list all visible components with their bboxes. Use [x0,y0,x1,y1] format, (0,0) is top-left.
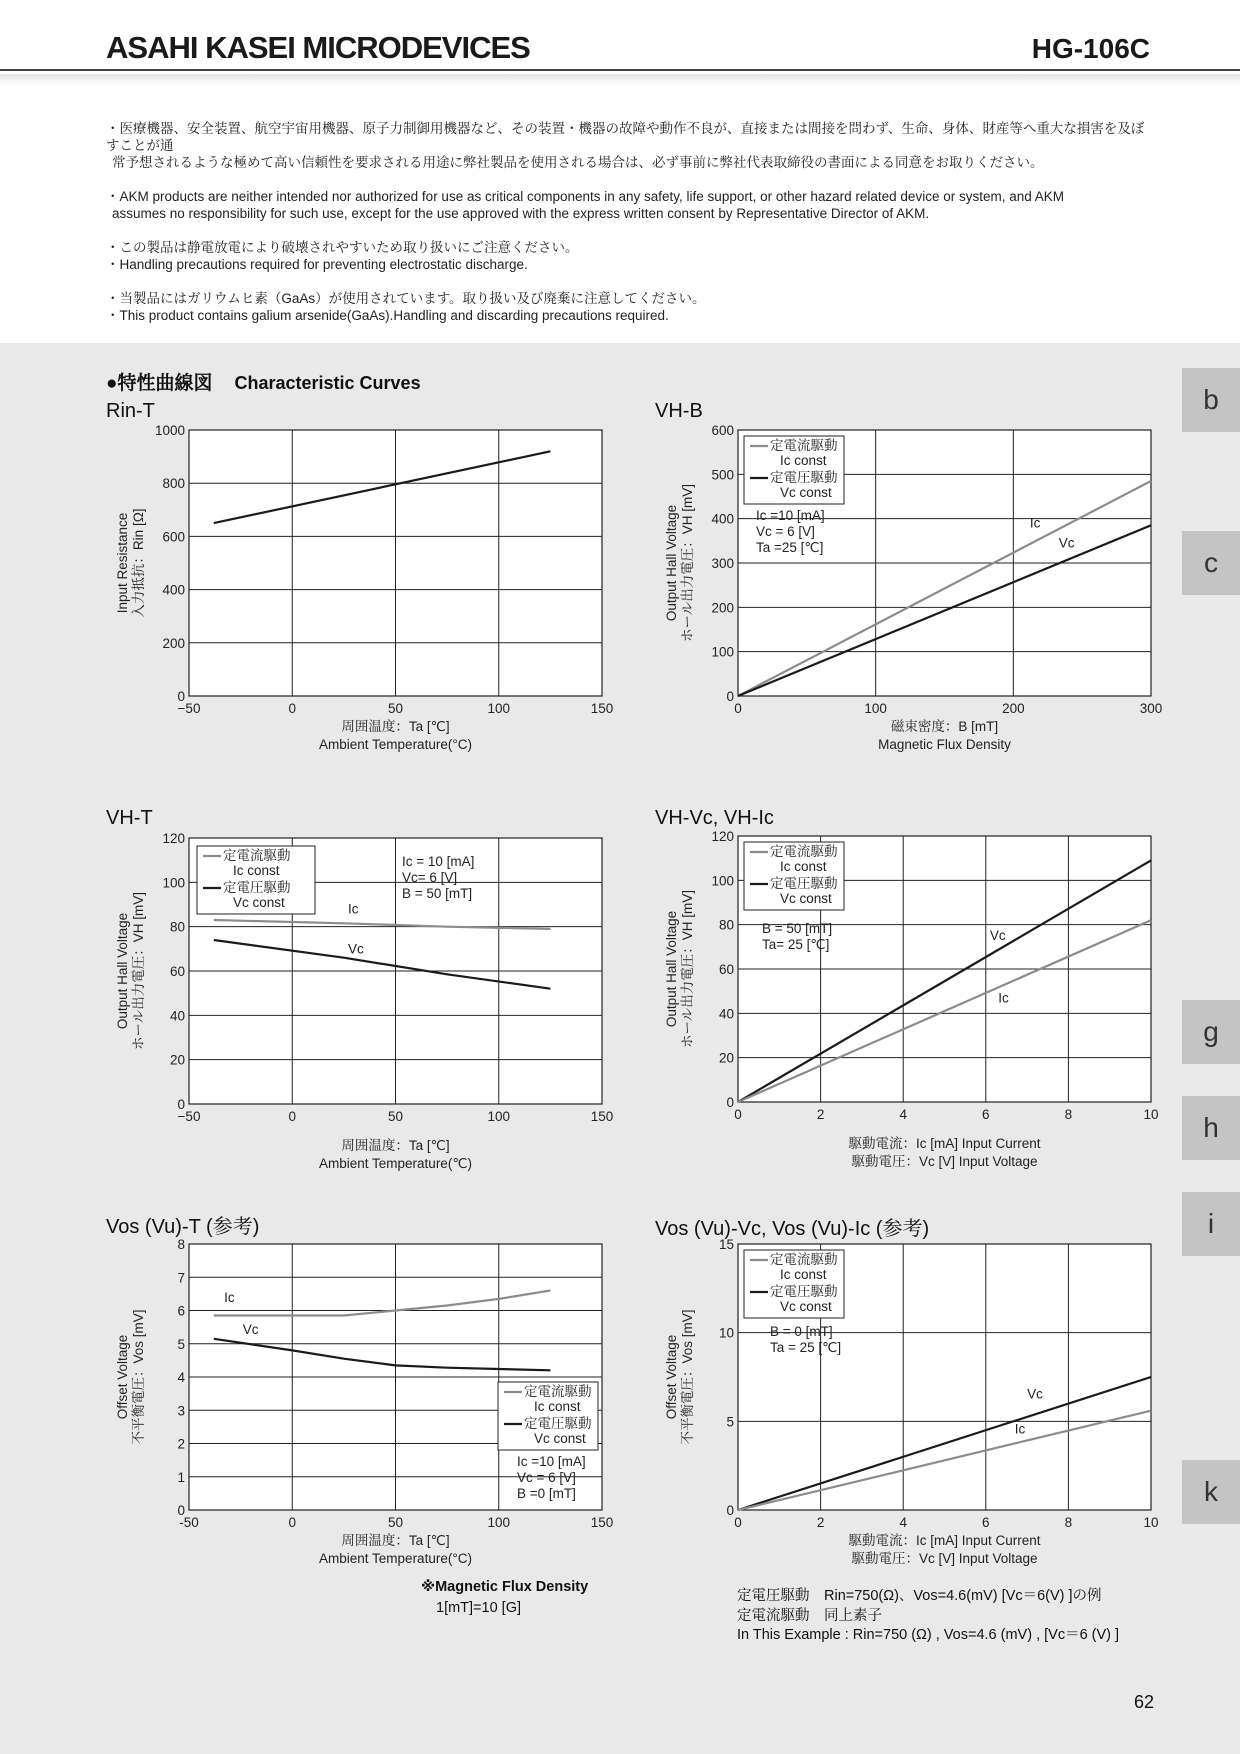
footnote-flux-line-2: 1[mT]=10 [G] [436,1600,522,1616]
y-axis-title: 入力抵抗：Rin [Ω] [131,508,146,618]
notice-line: ・This product contains galium arsenide(GaAs).Handling and discarding precautions required. [106,308,669,323]
y-tick-label: 600 [162,529,185,545]
x-tick-label: 50 [387,1109,404,1124]
condition-text: B = 0 [mT] [770,1324,833,1339]
notice-line: ・医療機器、安全装置、航空宇宙用機器、原子力制御用機器など、その装置・機器の故障や動作不良が、直接または間接を問わず、生命、身体、財産等へ重大な損害を及ぼすことが通 [106,121,1145,153]
x-tick-label: 0 [734,701,742,716]
y-tick-label: 8 [177,1237,185,1252]
legend-sublabel: Vc const [780,1299,832,1314]
y-tick-label: 0 [177,1503,185,1518]
x-tick-label: 8 [1064,1107,1073,1122]
x-tick-label: 150 [590,701,614,716]
legend-label: 定電圧駆動 [770,1284,838,1299]
y-axis-title: Input Resistance [115,512,130,614]
chart-title-text: Vos (Vu)-Vc, Vos (Vu)-Ic (参考) [655,1218,930,1240]
x-tick-label: 6 [982,1515,990,1530]
chart-title-text: Rin-T [106,400,155,422]
y-tick-label: 20 [169,1052,185,1068]
chart-vh-t [115,831,613,1171]
condition-text: B = 50 [mT] [402,886,473,901]
y-axis-title: Offset Voltage [664,1334,679,1420]
y-tick-label: 80 [169,919,185,935]
page-number: 62 [1133,1692,1154,1712]
x-tick-label: 4 [899,1107,907,1122]
chart-vos-t [115,1237,613,1566]
y-tick-label: 3 [177,1403,185,1419]
part-number: HG-106C [1031,33,1150,64]
legend-label: 定電流駆動 [770,844,838,859]
chart-vos-vc [664,1237,1159,1566]
x-tick-label: 100 [487,1515,511,1530]
x-tick-label: 10 [1143,1515,1159,1530]
y-tick-label: 7 [177,1270,185,1286]
legend-sublabel: Vc const [233,895,285,910]
notice-line: 常予想されるような極めて高い信頼性を要求される用途に弊社製品を使用される場合は、必ず事前に弊社代表取締役の書面による同意をお取りください。 [112,155,1044,170]
x-axis-title: Magnetic Flux Density [878,737,1011,752]
notice-line: ・この製品は静電放電により破壊されやすいため取り扱いにご注意ください。 [106,240,579,255]
condition-text: B =0 [mT] [517,1486,576,1501]
legend-label: 定電圧駆動 [524,1416,592,1431]
legend-sublabel: Vc const [534,1431,586,1446]
x-tick-label: 0 [734,1515,742,1530]
chart-title-text: VH-Vc, VH-Ic [655,807,774,829]
legend-label: 定電流駆動 [524,1384,592,1399]
legend-label: 定電流駆動 [223,848,291,863]
y-tick-label: 200 [162,635,185,651]
x-tick-label: 0 [734,1107,742,1122]
curve-label-ic: Ic [224,1290,235,1306]
condition-text: Ta =25 [℃] [756,540,824,555]
condition-text: B = 50 [mT] [762,921,833,936]
brand-name: ASAHI KASEI MICRODEVICES [106,30,530,65]
curve-label-ic: Ic [1029,515,1041,531]
y-tick-label: 1000 [154,423,185,438]
y-tick-label: 10 [718,1325,734,1341]
y-tick-label: 40 [169,1008,185,1024]
y-tick-label: 200 [711,600,734,616]
side-tab-k[interactable]: k [1182,1460,1240,1524]
x-tick-label: 50 [387,701,404,716]
curve-label-vc: Vc [348,941,364,957]
x-tick-label: 100 [864,701,887,716]
legend-sublabel: Ic const [780,1267,827,1282]
y-axis-title: ホール出力電圧：VH [mV] [680,484,695,642]
y-tick-label: 80 [718,917,734,933]
y-tick-label: 5 [177,1336,185,1352]
curve-label-ic: Ic [1014,1421,1026,1437]
y-tick-label: 60 [169,964,185,979]
condition-text: Ta= 25 [℃] [762,937,830,952]
y-tick-label: 60 [718,962,734,977]
notice-line: ・Handling precautions required for preventing electrostatic discharge. [106,257,528,272]
y-tick-label: 5 [726,1414,734,1430]
section-title-jp: ●特性曲線図 [106,373,213,394]
chart-title-text: VH-B [655,400,703,422]
y-axis-title: Offset Voltage [115,1334,130,1420]
y-tick-label: 0 [726,1095,734,1110]
x-axis-title: 駆動電圧：Vc [V] Input Voltage [851,1551,1038,1566]
legend-label: 定電流駆動 [770,1252,838,1267]
y-axis-title: ホール出力電圧：VH [mV] [680,890,695,1048]
x-tick-label: 10 [1143,1107,1159,1122]
x-tick-label: -50 [179,1515,199,1530]
y-tick-label: 400 [711,511,734,527]
side-tab-c[interactable]: c [1182,531,1240,595]
y-tick-label: 500 [711,467,734,483]
x-axis-title: Ambient Temperature(°C) [319,1551,472,1566]
curve-label-vc: Vc [989,928,1006,944]
x-axis-title: Ambient Temperature(℃) [319,1156,472,1171]
side-tab-i[interactable]: i [1182,1192,1240,1256]
notice-line: assumes no responsibility for such use, except for the use approved with the express written consent by Representative Director of AKM. [112,206,930,221]
x-axis-title: 磁束密度：B [mT] [890,719,999,734]
x-tick-label: 4 [899,1515,907,1530]
side-tab-b[interactable]: b [1182,368,1240,432]
y-tick-label: 20 [718,1050,734,1066]
x-tick-label: 8 [1064,1515,1073,1530]
y-tick-label: 100 [711,873,734,889]
chart-vh-vc [664,829,1159,1169]
notice-line: ・当製品にはガリウムヒ素（GaAs）が使用されています。取り扱い及び廃棄に注意してください。 [106,291,706,306]
footnote-example-line-3: In This Example : Rin=750 (Ω) , Vos=4.6 (mV) , [Vc＝6 (V) ] [737,1627,1120,1643]
y-tick-label: 0 [726,689,734,704]
x-tick-label: 150 [590,1109,614,1124]
y-tick-label: 15 [718,1237,734,1252]
y-tick-label: 0 [177,689,185,704]
x-tick-label: 2 [816,1107,825,1122]
y-tick-label: 300 [711,556,734,571]
curve-label-vc: Vc [1027,1386,1043,1402]
x-tick-label: 100 [487,1109,511,1124]
y-tick-label: 800 [162,476,185,492]
x-axis-title: 周囲温度：Ta [℃] [341,1138,450,1153]
y-tick-label: 600 [711,423,734,438]
x-axis-title: 駆動電圧：Vc [V] Input Voltage [851,1154,1038,1169]
x-tick-label: 150 [590,1515,614,1530]
condition-text: Vc = 6 [V] [756,524,815,539]
footnote-flux-line-1: ※Magnetic Flux Density [421,1579,589,1595]
condition-text: Ic =10 [mA] [517,1454,586,1469]
x-tick-label: −50 [177,1109,201,1124]
legend-label: 定電圧駆動 [770,876,838,891]
curve-label-ic: Ic [348,901,359,917]
legend-sublabel: Vc const [780,485,832,500]
y-tick-label: 1 [177,1469,185,1485]
y-axis-title: 不平衡電圧：Vos [mV] [680,1309,695,1445]
side-tab-g[interactable]: g [1182,1000,1240,1064]
condition-text: Ic = 10 [mA] [402,854,475,869]
chart-vh-b [664,423,1162,752]
y-tick-label: 400 [162,582,185,598]
y-axis-title: ホール出力電圧：VH [mV] [131,892,146,1050]
y-tick-label: 4 [177,1370,185,1385]
y-tick-label: 120 [711,829,734,844]
y-tick-label: 100 [162,875,185,891]
x-tick-label: 100 [487,701,511,716]
chart-title-text: VH-T [106,807,153,829]
x-tick-label: 50 [387,1515,404,1530]
x-tick-label: 2 [816,1515,825,1530]
chart-title-text: Vos (Vu)-T (参考) [106,1216,260,1238]
x-axis-title: 周囲温度：Ta [℃] [341,1533,450,1548]
y-tick-label: 2 [177,1436,185,1452]
legend-label: 定電流駆動 [770,438,838,453]
legend-sublabel: Ic const [780,453,827,468]
x-tick-label: 0 [288,1109,297,1124]
legend-label: 定電圧駆動 [223,880,291,895]
footnote-example-line-2: 定電流駆動 同上素子 [737,1608,882,1624]
y-tick-label: 40 [718,1006,734,1022]
y-axis-title: Output Hall Voltage [664,504,679,622]
x-tick-label: 0 [288,1515,297,1530]
curve-label-vc: Vc [242,1321,259,1337]
condition-text: Ic =10 [mA] [756,508,825,523]
section-title-en: Characteristic Curves [234,373,421,393]
y-tick-label: 100 [711,644,734,660]
curve-label-ic: Ic [998,990,1009,1006]
y-tick-label: 120 [162,831,185,846]
legend-sublabel: Ic const [780,859,827,874]
legend-sublabel: Vc const [780,891,832,906]
condition-text: Vc= 6 [V] [402,870,458,885]
legend-label: 定電圧駆動 [770,470,838,485]
x-tick-label: 0 [288,701,297,716]
y-tick-label: 6 [177,1303,185,1319]
x-axis-title: 駆動電流：Ic [mA] Input Current [848,1533,1041,1548]
notice-line: ・AKM products are neither intended nor authorized for use as critical components in any safety, life support, or other hazard related device or system, and AKM [106,189,1064,204]
x-tick-label: 6 [982,1107,990,1122]
y-tick-label: 0 [177,1097,185,1112]
condition-text: Vc = 6 [V] [517,1470,576,1485]
y-axis-title: Output Hall Voltage [664,910,679,1028]
x-tick-label: −50 [177,701,201,716]
footnote-example-line-1: 定電圧駆動 Rin=750(Ω)、Vos=4.6(mV) [Vc＝6(V) ]の例 [737,1588,1102,1604]
curve-label-vc: Vc [1058,535,1075,551]
x-axis-title: 周囲温度：Ta [℃] [341,719,450,734]
y-axis-title: Output Hall Voltage [115,912,130,1030]
legend-sublabel: Ic const [534,1399,581,1414]
x-axis-title: Ambient Temperature(°C) [319,737,472,752]
x-tick-label: 200 [1002,701,1025,716]
legend-sublabel: Ic const [233,863,280,878]
condition-text: Ta = 25 [℃] [770,1340,842,1355]
x-axis-title: 駆動電流：Ic [mA] Input Current [848,1136,1041,1151]
x-tick-label: 300 [1139,701,1163,716]
y-tick-label: 0 [726,1503,734,1518]
y-axis-title: 不平衡電圧：Vos [mV] [131,1309,146,1445]
side-tab-h[interactable]: h [1182,1096,1240,1160]
chart-rin-t [115,423,613,752]
